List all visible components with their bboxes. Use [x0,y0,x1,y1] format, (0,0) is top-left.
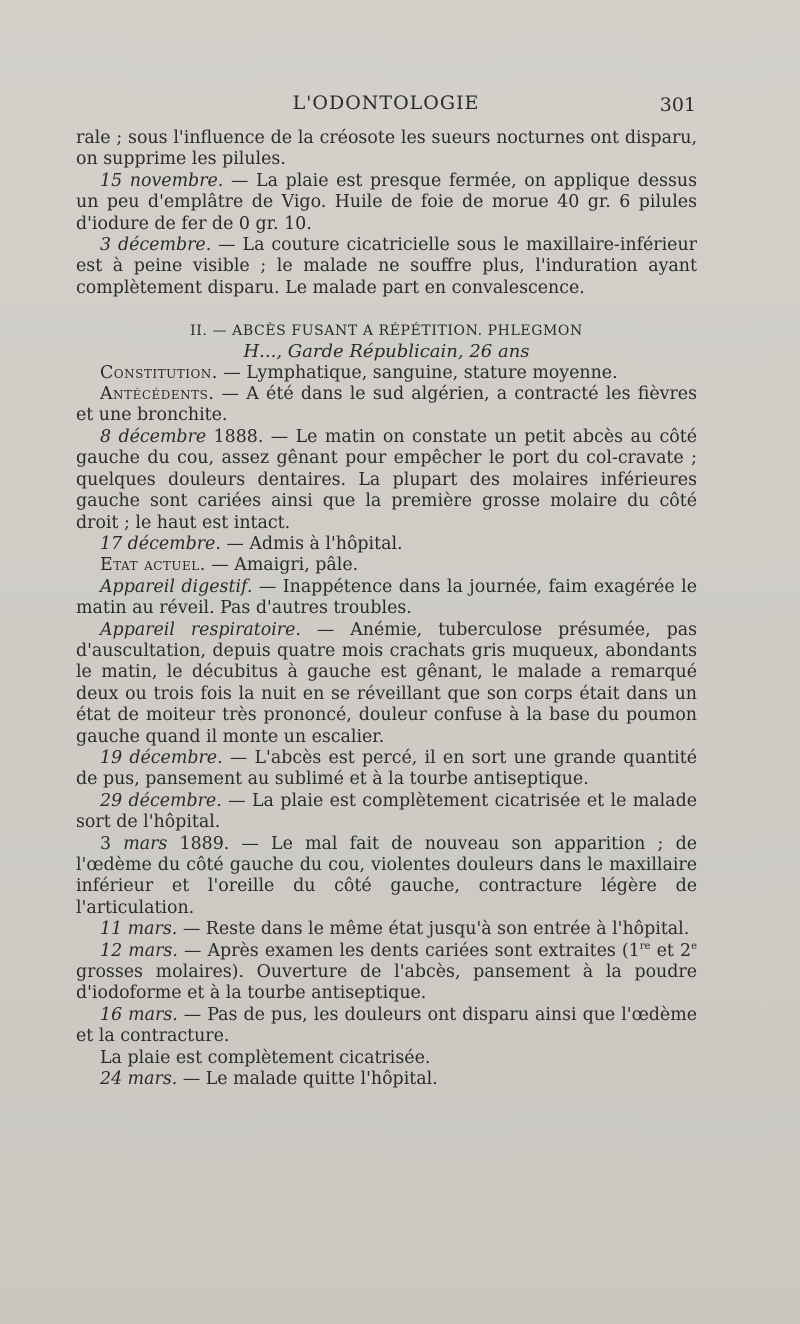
section-title: II. — ABCÈS FUSANT A RÉPÉTITION. PHLEGMON [190,323,583,340]
paragraph-text: — Le malade quitte l'hôpital. [177,1069,438,1090]
page-header [76,88,696,120]
entry-lead: Etat actuel. [100,555,206,576]
paragraph-text: — Reste dans le même état jusqu'à son entrée à l'hôpital. [177,919,690,940]
paragraph [76,235,697,299]
paragraph [76,534,697,555]
paragraph-text: rale ; sous l'influence de la créosote les sueurs nocturnes ont disparu, on supprime les pilules. [76,128,697,170]
paragraph-text: — Après examen les dents cariées sont extraites (1 [177,940,640,961]
date-lead: 17 décembre. [100,533,221,554]
date-number: 3 [100,833,124,854]
paragraph-text: 1888. — Le matin on constate un petit abcès au côté gauche du cou, assez gênant pour empêcher le port du col-cravate ; quelques douleurs dentaires. La plupart des molaires inférieures gauche sont cariées ainsi que la première grosse molaire du côté droit ; le haut est intact. [76,426,697,533]
paragraph [76,427,697,534]
paragraph-text: grosses molaires). Ouverture de l'abcès, pansement à la poudre d'iodoforme et à la tourbe antiseptique. [76,962,697,1004]
entry-lead: Appareil respiratoire. [100,619,301,640]
paragraph [76,919,697,940]
paragraph [76,834,697,920]
paragraph [76,577,697,620]
paragraph [76,171,697,235]
paragraph [76,555,697,576]
date-lead: 24 mars. [100,1069,178,1090]
date-lead: mars [123,833,168,854]
date-lead: 15 novembre. [100,170,224,191]
paragraph-text: 1889. — Le mal fait de nouveau son apparition ; de l'œdème du côté gauche du cou, violentes douleurs dans le maxillaire inférieur et l'oreille du côté gauche, contracture légère de l'articulation. [76,833,698,918]
running-title: L'ODONTOLOGIE [292,92,480,114]
paragraph [76,384,697,427]
superscript: re [639,940,651,952]
paragraph-text: — Pas de pus, les douleurs ont disparu ainsi que l'œdème et la contracture. [76,1004,697,1047]
paragraph-text: et 2 [650,940,692,961]
paragraph [76,1069,697,1090]
date-lead: 12 mars. [100,940,178,961]
paragraph-text: — La plaie est complètement cicatrisée et le malade sort de l'hôpital. [76,790,697,833]
paragraph-text: — A été dans le sud algérien, a contracté les fièvres et une bronchite. [76,384,697,426]
entry-lead: Constitution. [100,362,218,383]
paragraph-text: — La plaie est presque fermée, on applique dessus un peu d'emplâtre de Vigo. Huile de foie de morue 40 gr. 6 pilules d'iodure de fer de 0 gr. 10. [76,170,697,234]
paragraph [76,620,697,748]
date-lead: 19 décembre. [100,747,223,768]
paragraph [76,791,697,834]
paragraph-text: — L'abcès est percé, il en sort une grande quantité de pus, pansement au sublimé et à la tourbe antiseptique. [76,747,698,790]
patient-subtitle: H..., Garde Républicain, 26 ans [243,341,530,363]
date-lead: 8 décembre [100,426,207,447]
paragraph-text: La plaie est complètement cicatrisée. [100,1047,431,1068]
paragraph [76,1048,697,1069]
paragraph [76,941,697,1005]
paragraph-text: — Amaigri, pâle. [205,555,359,576]
paragraph [76,1005,697,1048]
paragraph [76,363,697,384]
paragraph [76,748,697,791]
paragraph-text: — Admis à l'hôpital. [220,533,403,554]
page-number: 301 [659,94,696,116]
entry-lead: Antécédents. [100,384,215,405]
date-lead: 29 décembre. [100,790,222,811]
date-lead: 11 mars. [100,919,178,940]
page-body [76,128,697,1090]
date-lead: 16 mars. [100,1004,178,1025]
paragraph [76,128,697,171]
date-lead: 3 décembre. [100,235,212,256]
paragraph-text: — Lymphatique, sanguine, stature moyenne. [217,362,618,383]
paragraph-text: — La couture cicatricielle sous le maxillaire-inférieur est à peine visible ; le malade ne souffre plus, l'induration ayant complètement disparu. Le malade part en convalescence. [76,235,697,298]
entry-lead: Appareil digestif. [100,576,253,597]
paragraph-text: — Anémie, tuberculose présumée, pas d'auscultation, depuis quatre mois crachats gris muqueux, abondants le matin, le décubitus à gauche est gênant, le malade a remarqué deux ou trois fois la nuit en se réveillant que son corps était dans un état de moiteur très prononcé, douleur confuse à la base du poumon gauche quand il monte un escalier. [76,619,697,747]
superscript: e [691,940,697,952]
paragraph-text: — Inappétence dans la journée, faim exagérée le matin au réveil. Pas d'autres troubles. [76,576,697,619]
